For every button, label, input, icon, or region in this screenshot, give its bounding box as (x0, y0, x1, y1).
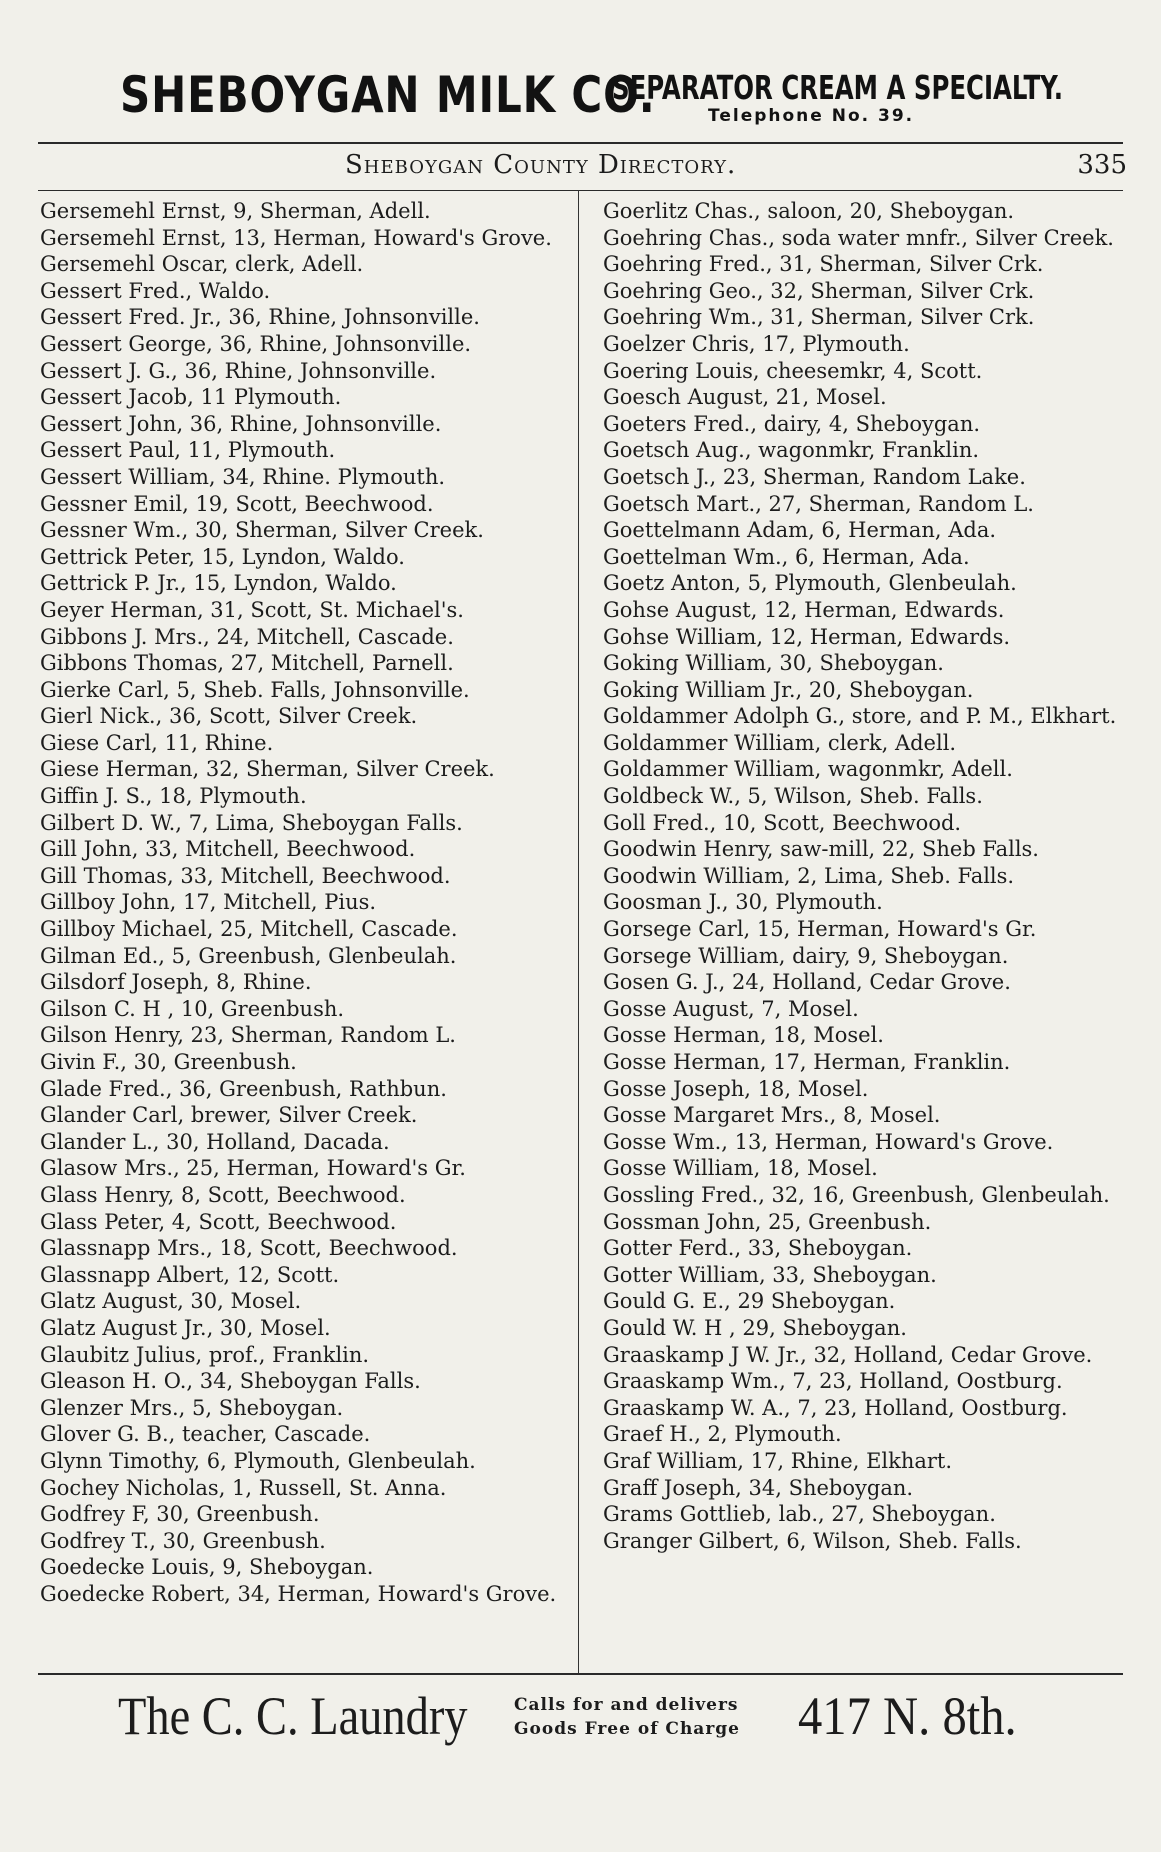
directory-entry: Gosse Margaret Mrs., 8, Mosel. (603, 1103, 941, 1128)
directory-entry: Goehring Wm., 31, Sherman, Silver Crk. (603, 305, 1035, 330)
directory-entry: Glass Peter, 4, Scott, Beechwood. (40, 1209, 397, 1234)
directory-entry: Gierke Carl, 5, Sheb. Falls, Johnsonville. (40, 677, 470, 702)
directory-entry: Glade Fred., 36, Greenbush, Rathbun. (40, 1076, 447, 1101)
ad-laundry-service (514, 1693, 814, 1741)
directory-entry: Gosse August, 7, Mosel. (603, 996, 859, 1021)
directory-entry: Goehring Chas., soda water mnfr., Silver Creek. (603, 225, 1114, 250)
directory-entry: Gosen G. J., 24, Holland, Cedar Grove. (603, 970, 1011, 995)
directory-entry: Gessert John, 36, Rhine, Johnsonville. (40, 411, 442, 436)
directory-entry: Glass Henry, 8, Scott, Beechwood. (40, 1182, 406, 1207)
directory-entry: Goering Louis, cheesemkr, 4, Scott. (603, 358, 983, 383)
directory-entry: Gosse William, 18, Mosel. (603, 1156, 878, 1181)
directory-entry: Gilman Ed., 5, Greenbush, Glenbeulah. (40, 943, 457, 968)
directory-entry: Gibbons J. Mrs., 24, Mitchell, Cascade. (40, 624, 454, 649)
ad-company-name: SHEBOYGAN MILK CO. (120, 66, 656, 124)
directory-entry: Goetz Anton, 5, Plymouth, Glenbeulah. (603, 571, 1017, 596)
directory-entry: Goking William, 30, Sheboygan. (603, 651, 944, 676)
directory-entry: Glander L., 30, Holland, Dacada. (40, 1129, 390, 1154)
directory-entry: Gillboy John, 17, Mitchell, Pius. (40, 890, 377, 915)
directory-entry: Goettelman Wm., 6, Herman, Ada. (603, 544, 970, 569)
ad-service-line: Goods Free of Charge (514, 1719, 740, 1739)
directory-entry: Gorsege Carl, 15, Herman, Howard's Gr. (603, 917, 1037, 942)
ad-laundry-name: The C. C. Laundry (118, 1686, 468, 1746)
directory-entry: Gosse Herman, 17, Herman, Franklin. (603, 1050, 1011, 1074)
directory-entry: Gorsege William, dairy, 9, Sheboygan. (603, 943, 1009, 968)
directory-entry: Goehring Fred., 31, Sherman, Silver Crk. (603, 252, 1044, 277)
directory-entry: Goetsch Aug., wagonmkr, Franklin. (603, 438, 980, 463)
directory-entry: Gettrick P. Jr., 15, Lyndon, Waldo. (40, 571, 397, 596)
directory-entry: Glatz August, 30, Mosel. (40, 1289, 302, 1314)
directory-entry: Gould G. E., 29 Sheboygan. (603, 1289, 896, 1314)
directory-entry: Gill Thomas, 33, Mitchell, Beechwood. (40, 863, 451, 888)
directory-entry: Gill John, 33, Mitchell, Beechwood. (40, 837, 416, 862)
directory-entry: Grams Gottlieb, lab., 27, Sheboygan. (603, 1502, 996, 1527)
directory-entry: Goking William Jr., 20, Sheboygan. (603, 677, 974, 702)
directory-entry: Glynn Timothy, 6, Plymouth, Glenbeulah. (40, 1448, 476, 1473)
ad-laundry-address: 417 N. 8th. (798, 1686, 1017, 1746)
directory-entry: Gosse Wm., 13, Herman, Howard's Grove. (603, 1129, 1054, 1154)
ad-specialty: SEPARATOR CREAM A SPECIALTY. (612, 68, 1064, 107)
running-head-rule (38, 190, 1123, 191)
directory-entry: Godfrey T., 30, Greenbush. (40, 1528, 326, 1553)
directory-entry: Giese Herman, 32, Sherman, Silver Creek. (40, 757, 495, 782)
directory-entry: Glander Carl, brewer, Silver Creek. (40, 1103, 418, 1128)
directory-entry: Gettrick Peter, 15, Lyndon, Waldo. (40, 544, 405, 569)
directory-title: Sheboygan County Directory. (345, 150, 737, 180)
page-number: 335 (1077, 150, 1127, 180)
directory-entry: Graff Joseph, 34, Sheboygan. (603, 1475, 914, 1500)
laundry-advertisement (118, 1685, 1078, 1765)
directory-entry: Gessert Jacob, 11 Plymouth. (40, 385, 342, 410)
directory-entry: Gierl Nick., 36, Scott, Silver Creek. (40, 704, 418, 729)
directory-entry: Gillboy Michael, 25, Mitchell, Cascade. (40, 917, 458, 942)
directory-entry: Gessert George, 36, Rhine, Johnsonville. (40, 331, 472, 356)
directory-entry: Gessert J. G., 36, Rhine, Johnsonville. (40, 358, 437, 383)
directory-entry: Gessert Fred. Jr., 36, Rhine, Johnsonville. (40, 305, 480, 330)
running-head (0, 150, 1161, 184)
directory-entry: Givin F., 30, Greenbush. (40, 1050, 297, 1074)
ad-service-line: Calls for and delivers (514, 1695, 739, 1715)
directory-entry: Gould W. H , 29, Sheboygan. (603, 1315, 907, 1340)
directory-entry: Goedecke Louis, 9, Sheboygan. (40, 1555, 374, 1580)
directory-entry: Giffin J. S., 18, Plymouth. (40, 784, 307, 809)
header-rule (38, 142, 1123, 144)
directory-entry: Graaskamp Wm., 7, 23, Holland, Oostburg. (603, 1369, 1063, 1394)
directory-entry: Gotter Ferd., 33, Sheboygan. (603, 1236, 913, 1261)
directory-entry: Goodwin Henry, saw-mill, 22, Sheb Falls. (603, 837, 1039, 862)
directory-entry: Goldammer William, clerk, Adell. (603, 730, 957, 755)
directory-entry: Gossling Fred., 32, 16, Greenbush, Glenbeulah. (603, 1182, 1110, 1207)
directory-entry: Godfrey F, 30, Greenbush. (40, 1502, 320, 1527)
directory-entry: Gersemehl Oscar, clerk, Adell. (40, 252, 364, 277)
directory-entry: Gilson C. H , 10, Greenbush. (40, 996, 345, 1021)
directory-entry: Goetsch J., 23, Sherman, Random Lake. (603, 464, 1026, 489)
directory-entry: Gessert William, 34, Rhine. Plymouth. (40, 464, 446, 489)
directory-entry: Glasow Mrs., 25, Herman, Howard's Gr. (40, 1156, 466, 1181)
directory-entry: Gessert Fred., Waldo. (40, 278, 271, 303)
directory-entry: Geyer Herman, 31, Scott, St. Michael's. (40, 597, 464, 622)
directory-entry: Gosse Herman, 18, Mosel. (603, 1023, 884, 1048)
directory-entry: Gossman John, 25, Greenbush. (603, 1209, 932, 1234)
left-column (40, 198, 570, 1607)
directory-entry: Glaubitz Julius, prof., Franklin. (40, 1342, 370, 1367)
directory-entry: Granger Gilbert, 6, Wilson, Sheb. Falls. (603, 1528, 1022, 1553)
ad-telephone: Telephone No. 39. (708, 106, 915, 126)
directory-entry: Gessert Paul, 11, Plymouth. (40, 438, 336, 463)
directory-entry: Goldbeck W., 5, Wilson, Sheb. Falls. (603, 784, 983, 809)
directory-entry: Goldammer Adolph G., store, and P. M., Elkhart. (603, 704, 1117, 729)
directory-entry: Goeters Fred., dairy, 4, Sheboygan. (603, 411, 981, 436)
directory-entry: Graaskamp J W. Jr., 32, Holland, Cedar Grove. (603, 1342, 1093, 1367)
directory-entry: Goedecke Robert, 34, Herman, Howard's Grove. (40, 1581, 557, 1606)
directory-entry: Gersemehl Ernst, 9, Sherman, Adell. (40, 199, 431, 223)
directory-entry: Gosse Joseph, 18, Mosel. (603, 1076, 869, 1101)
directory-entry: Glover G. B., teacher, Cascade. (40, 1422, 371, 1447)
directory-entry: Glatz August Jr., 30, Mosel. (40, 1315, 331, 1340)
directory-entry: Goettelmann Adam, 6, Herman, Ada. (603, 518, 997, 543)
directory-entry: Gohse August, 12, Herman, Edwards. (603, 597, 1005, 622)
directory-entry: Goldammer William, wagonmkr, Adell. (603, 757, 1013, 782)
directory-entry: Graaskamp W. A., 7, 23, Holland, Oostburg. (603, 1395, 1068, 1420)
directory-entry: Gessner Emil, 19, Scott, Beechwood. (40, 491, 434, 516)
footer-rule (38, 1673, 1123, 1675)
directory-entry: Glenzer Mrs., 5, Sheboygan. (40, 1395, 344, 1420)
directory-entry: Goll Fred., 10, Scott, Beechwood. (603, 810, 962, 835)
column-divider (578, 190, 579, 1673)
directory-entry: Gilson Henry, 23, Sherman, Random L. (40, 1023, 456, 1048)
directory-entry: Glassnapp Mrs., 18, Scott, Beechwood. (40, 1236, 458, 1261)
directory-entry: Gersemehl Ernst, 13, Herman, Howard's Grove. (40, 225, 552, 250)
directory-entry: Gilsdorf Joseph, 8, Rhine. (40, 970, 312, 995)
directory-entry: Goerlitz Chas., saloon, 20, Sheboygan. (603, 199, 1015, 223)
directory-entry: Gleason H. O., 34, Sheboygan Falls. (40, 1369, 421, 1394)
directory-entry: Giese Carl, 11, Rhine. (40, 730, 274, 755)
directory-entry: Graef H., 2, Plymouth. (603, 1422, 842, 1447)
milk-company-advertisement (120, 62, 1064, 132)
directory-entry: Gibbons Thomas, 27, Mitchell, Parnell. (40, 651, 454, 676)
directory-entry: Goehring Geo., 32, Sherman, Silver Crk. (603, 278, 1035, 303)
directory-entry: Gilbert D. W., 7, Lima, Sheboygan Falls. (40, 810, 463, 835)
directory-entry: Gochey Nicholas, 1, Russell, St. Anna. (40, 1475, 447, 1500)
directory-entry: Goodwin William, 2, Lima, Sheb. Falls. (603, 863, 1015, 888)
directory-entry: Goelzer Chris, 17, Plymouth. (603, 331, 910, 356)
directory-entry: Graf William, 17, Rhine, Elkhart. (603, 1448, 953, 1473)
directory-entry: Goosman J., 30, Plymouth. (603, 890, 883, 915)
directory-entry: Gessner Wm., 30, Sherman, Silver Creek. (40, 518, 484, 543)
directory-entry: Gohse William, 12, Herman, Edwards. (603, 624, 1011, 649)
directory-entry: Glassnapp Albert, 12, Scott. (40, 1262, 340, 1287)
right-column (603, 198, 1133, 1554)
directory-entry: Goetsch Mart., 27, Sherman, Random L. (603, 491, 1034, 516)
directory-entry: Gotter William, 33, Sheboygan. (603, 1262, 937, 1287)
directory-entry: Goesch August, 21, Mosel. (603, 385, 887, 410)
